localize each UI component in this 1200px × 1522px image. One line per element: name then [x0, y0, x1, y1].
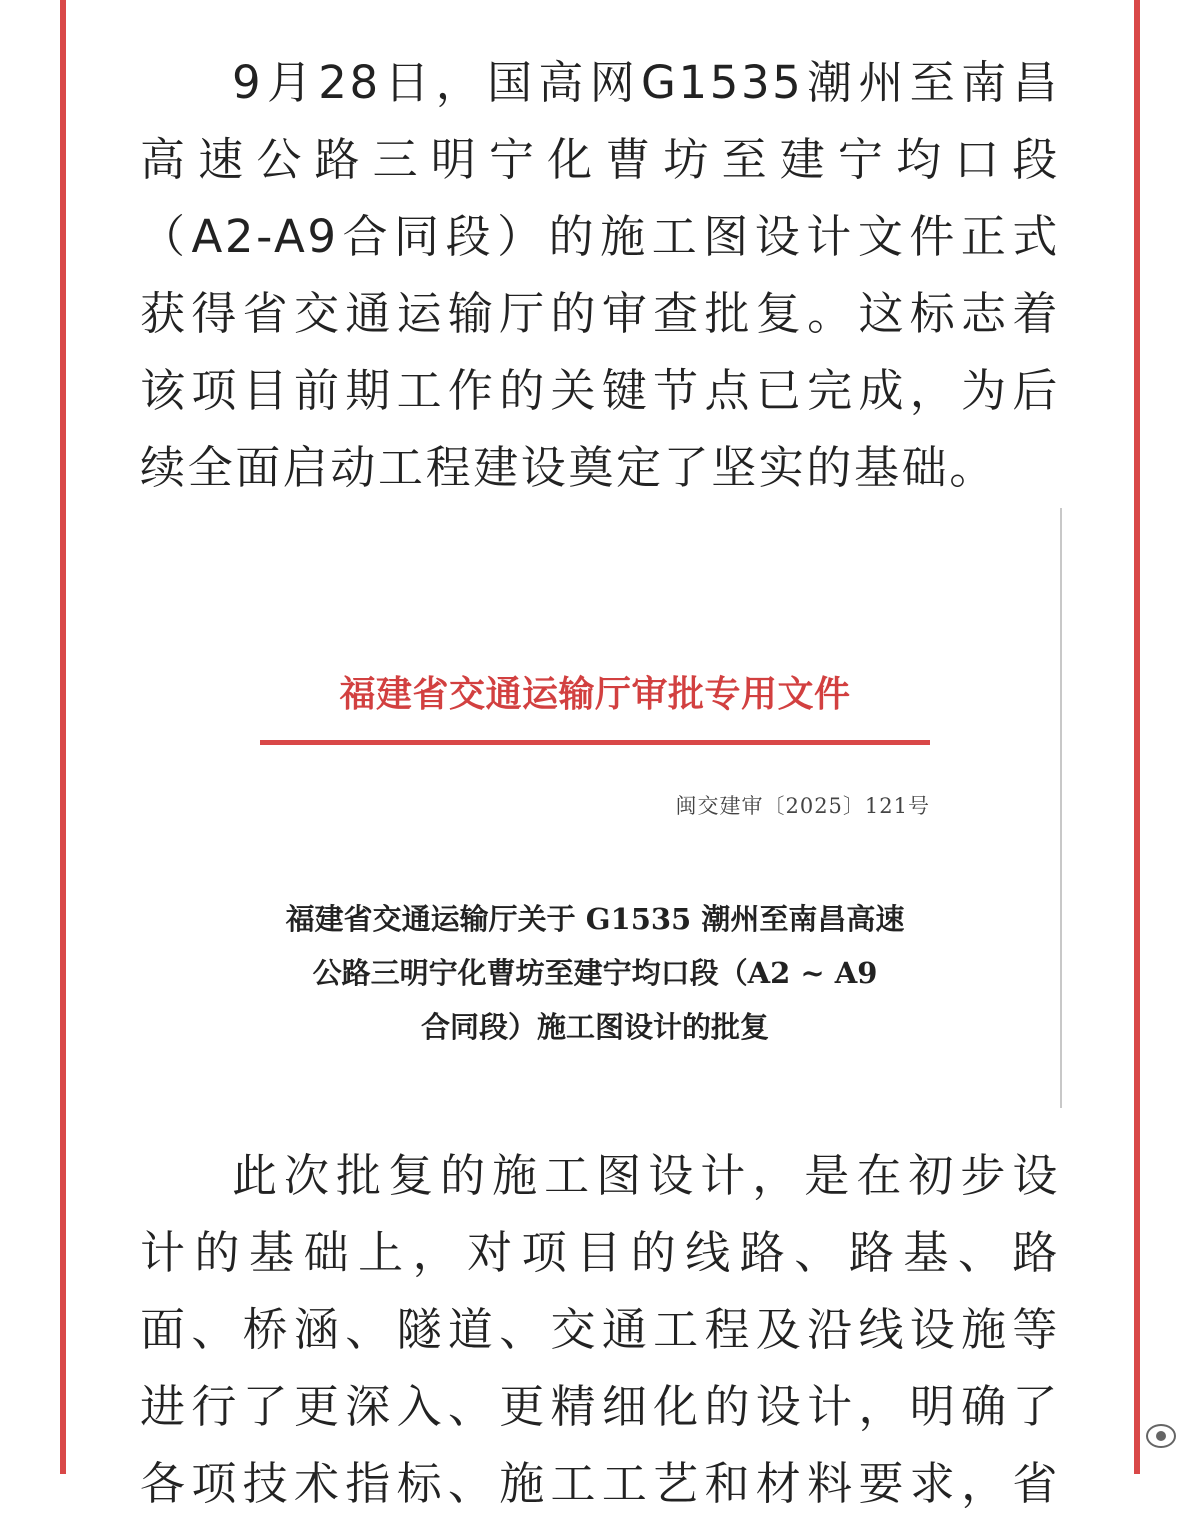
paragraph-line: 该项目前期工作的关键节点已完成，为后 [140, 364, 1060, 417]
document-title [250, 892, 940, 1054]
paragraph-line: 9月28日，国高网G1535潮州至南昌 [232, 56, 1060, 109]
document-title-line: 福建省交通运输厅关于 G1535 潮州至南昌高速 [285, 902, 905, 936]
right-border-line [1134, 0, 1140, 1474]
paragraph-line: 获得省交通运输厅的审查批复。这标志着 [140, 287, 1060, 340]
detail-paragraph [140, 1137, 1060, 1522]
intro-paragraph [140, 44, 1060, 506]
watermark [1146, 1424, 1176, 1448]
paragraph-line: 高速公路三明宁化曹坊至建宁均口段 [140, 133, 1060, 186]
document-header-rule [260, 740, 930, 745]
paragraph-line: （A2-A9合同段）的施工图设计文件正式 [140, 210, 1060, 263]
document-image-edge [1060, 508, 1062, 1108]
document-header: 福建省交通运输厅审批专用文件 [339, 673, 851, 715]
document-title-line: 公路三明宁化曹坊至建宁均口段（A2 ~ A9 [312, 956, 878, 990]
paragraph-line: 计的基础上，对项目的线路、路基、路 [140, 1226, 1060, 1279]
document-number: 闽交建审〔2025〕121号 [675, 794, 930, 818]
document-title-line: 合同段）施工图设计的批复 [420, 1010, 769, 1044]
paragraph-line: 此次批复的施工图设计，是在初步设 [232, 1149, 1060, 1202]
approval-document-image [140, 508, 1062, 1108]
paragraph-line: 进行了更深入、更精细化的设计，明确了 [140, 1380, 1060, 1433]
paragraph-line: 面、桥涵、隧道、交通工程及沿线设施等 [140, 1303, 1060, 1356]
paragraph-line: 各项技术指标、施工工艺和材料要求，省 [140, 1457, 1060, 1510]
eye-icon [1146, 1424, 1176, 1448]
paragraph-line: 续全面启动工程建设奠定了坚实的基础。 [140, 441, 997, 494]
left-border-line [60, 0, 66, 1474]
